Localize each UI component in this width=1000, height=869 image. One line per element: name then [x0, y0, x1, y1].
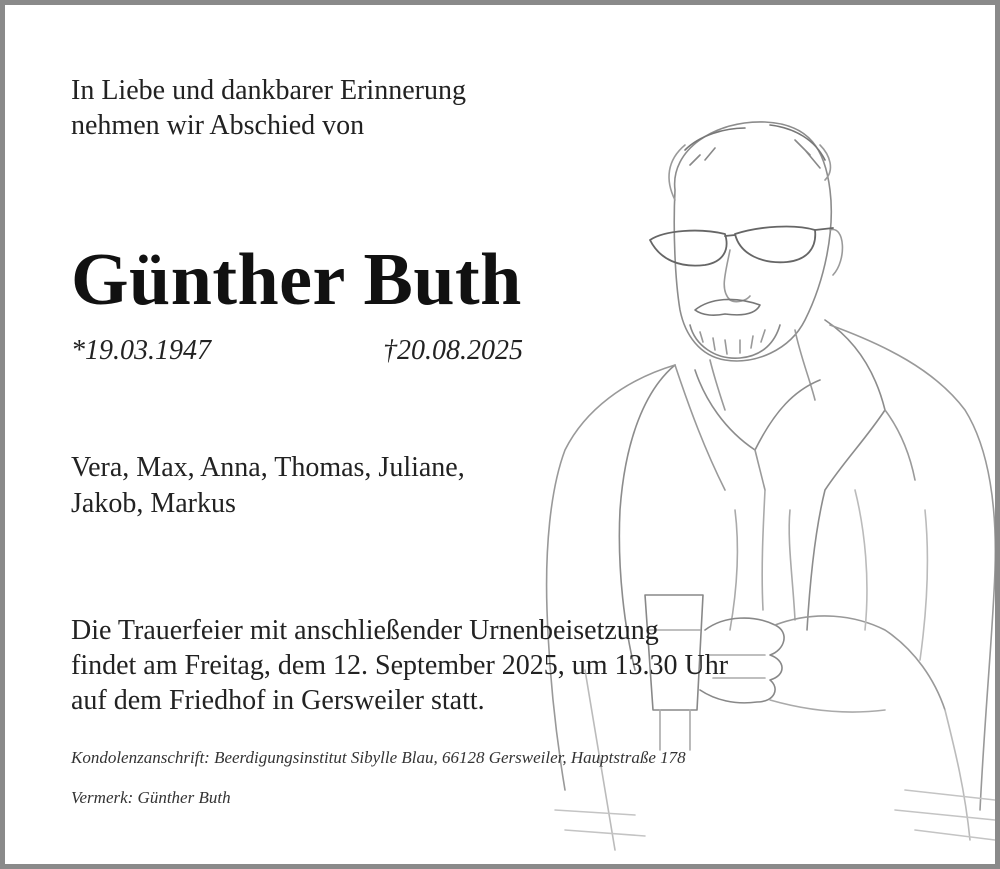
intro-line-1: In Liebe und dankbarer Erinnerung	[71, 75, 466, 106]
survivors-list	[71, 450, 465, 522]
survivors-line-1: Vera, Max, Anna, Thomas, Juliane,	[71, 452, 465, 483]
condolence-address: Kondolenzanschrift: Beerdigungsinstitut Sibylle Blau, 66128 Gersweiler, Hauptstraße 178	[71, 748, 686, 767]
ceremony-info	[71, 613, 728, 718]
remark-note: Vermerk: Günther Buth	[71, 788, 231, 807]
deceased-name: Günther Buth	[71, 239, 522, 321]
ceremony-line-1: Die Trauerfeier mit anschließender Urnenbeisetzung	[71, 615, 659, 646]
ceremony-line-2: findet am Freitag, dem 12. September 2025, um 13.30 Uhr	[71, 650, 729, 681]
ceremony-line-3: auf dem Friedhof in Gersweiler statt.	[71, 685, 485, 716]
death-date: †20.08.2025	[383, 335, 523, 366]
intro-line-2: nehmen wir Abschied von	[71, 110, 365, 141]
survivors-line-2: Jakob, Markus	[71, 488, 236, 519]
intro-text	[71, 73, 466, 143]
birth-date: *19.03.1947	[71, 335, 211, 366]
